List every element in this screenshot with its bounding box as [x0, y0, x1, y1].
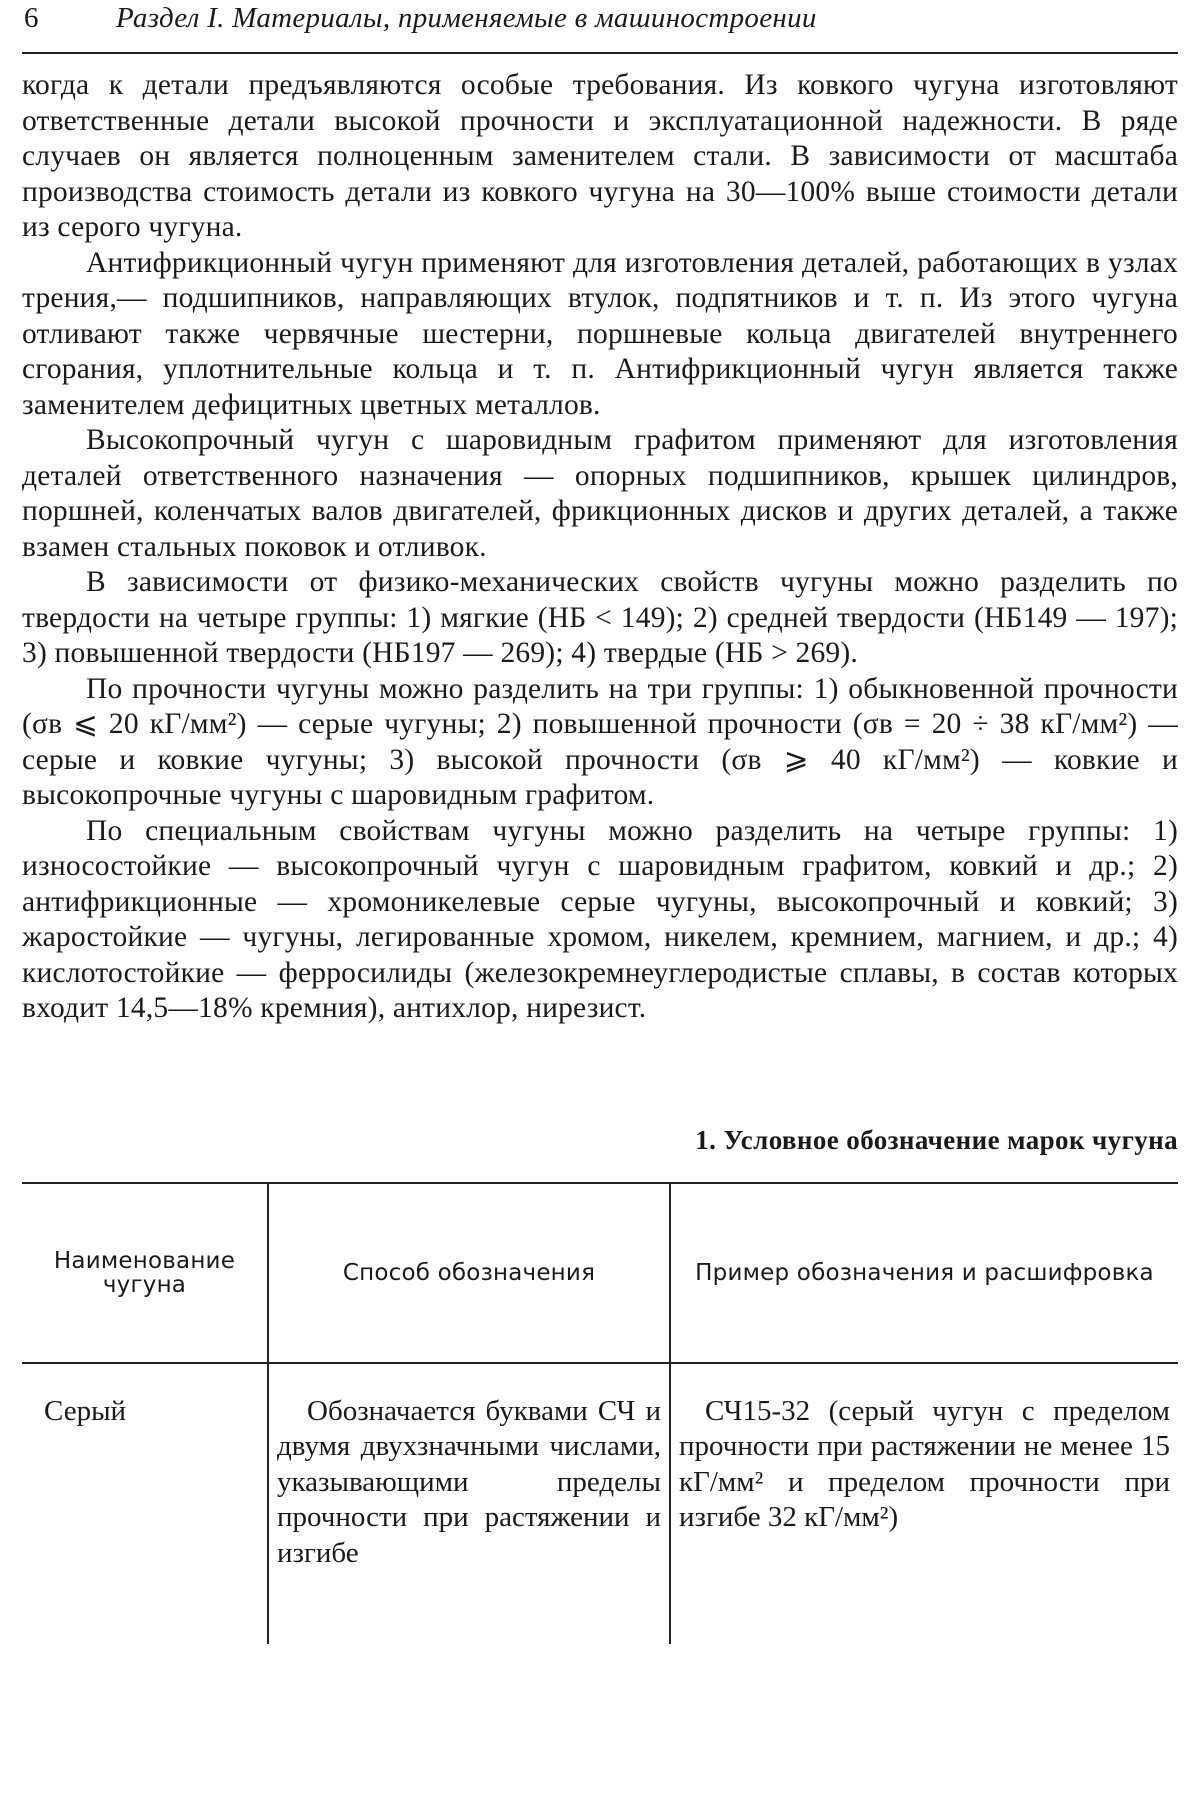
column-header-example: Пример обозначения и расшифровка	[670, 1183, 1178, 1363]
paragraph: когда к детали предъявляются особые требования. Из ковкого чугуна изготовляют ответственные детали высокой прочности и эксплуатационной надежности. В ряде случаев он является полноценным заменителем стали. В зависимости от масштаба производства стоимость детали из ковкого чугуна на 30—100% выше стоимости детали из серого чугуна.	[22, 69, 1178, 243]
paragraph: Антифрикционный чугун применяют для изготовления деталей, работающих в узлах трения,— подшипников, направляющих втулок, подпятников и т. п. Из этого чугуна отливают также червячные шестерни, поршневые кольца двигателей внутреннего сгорания, уплотнительные кольца и т. п. Антифрикционный чугун является также заменителем дефицитных цветных металлов.	[22, 246, 1178, 421]
body-text	[22, 68, 1178, 1027]
page-number: 6	[24, 2, 39, 34]
header-rule	[22, 52, 1178, 54]
table-header-row	[22, 1183, 1178, 1363]
cast-iron-grades-table	[22, 1182, 1178, 1644]
column-header-name: Наименование чугуна	[22, 1183, 268, 1363]
column-header-method: Способ обозначения	[268, 1183, 670, 1363]
running-title: Раздел I. Материалы, применяемые в машиностроении	[116, 2, 817, 34]
table-title: 1. Условное обозначение марок чугуна	[695, 1124, 1178, 1155]
cell-iron-name: Серый	[44, 1394, 127, 1427]
paragraph: По прочности чугуны можно разделить на три группы: 1) обыкновенной прочности (σв ⩽ 20 кГ/мм²) — серые чугуны; 2) повышенной прочности (σв = 20 ÷ 38 кГ/мм²) — серые и ковкие чугуны; 3) высокой прочности (σв ⩾ 40 кГ/мм²) — ковкие и высокопрочные чугуны с шаровидным графитом.	[22, 672, 1178, 811]
paragraph: По специальным свойствам чугуны можно разделить на четыре группы: 1) износостойкие — высокопрочный чугун с шаровидным графитом, ковкий и др.; 2) антифрикционные — хромоникелевые серые чугуны, высокопрочный и ковкий; 3) жаростойкие — чугуны, легированные хромом, никелем, кремнием, магнием, и др.; 4) кислотостойкие — ферросилиды (железокремнеуглеродистые сплавы, в состав которых входит 14,5—18% кремния), антихлор, нирезист.	[22, 814, 1178, 1024]
paragraph: В зависимости от физико-механических свойств чугуны можно разделить по твердости на четыре группы: 1) мягкие (НБ < 149); 2) средней твердости (НБ149 — 197); 3) повышенной твердости (НБ197 — 269); 4) твердые (НБ > 269).	[22, 566, 1178, 669]
cell-designation-method: Обозначается буквами СЧ и двумя двухзначными числами, указывающими пределы прочности при растяжении и изгибе	[268, 1363, 670, 1644]
table-row	[22, 1363, 1178, 1644]
cell-designation-example: СЧ15-32 (серый чугун с пределом прочности при растяжении не менее 15 кГ/мм² и пределом прочности при изгибе 32 кГ/мм²)	[670, 1363, 1178, 1644]
running-header	[22, 0, 1178, 44]
paragraph: Высокопрочный чугун с шаровидным графитом применяют для изготовления деталей ответственного назначения — опорных подшипников, крышек цилиндров, поршней, коленчатых валов двигателей, фрикционных дисков и других деталей, а также взамен стальных поковок и отливок.	[22, 424, 1178, 563]
